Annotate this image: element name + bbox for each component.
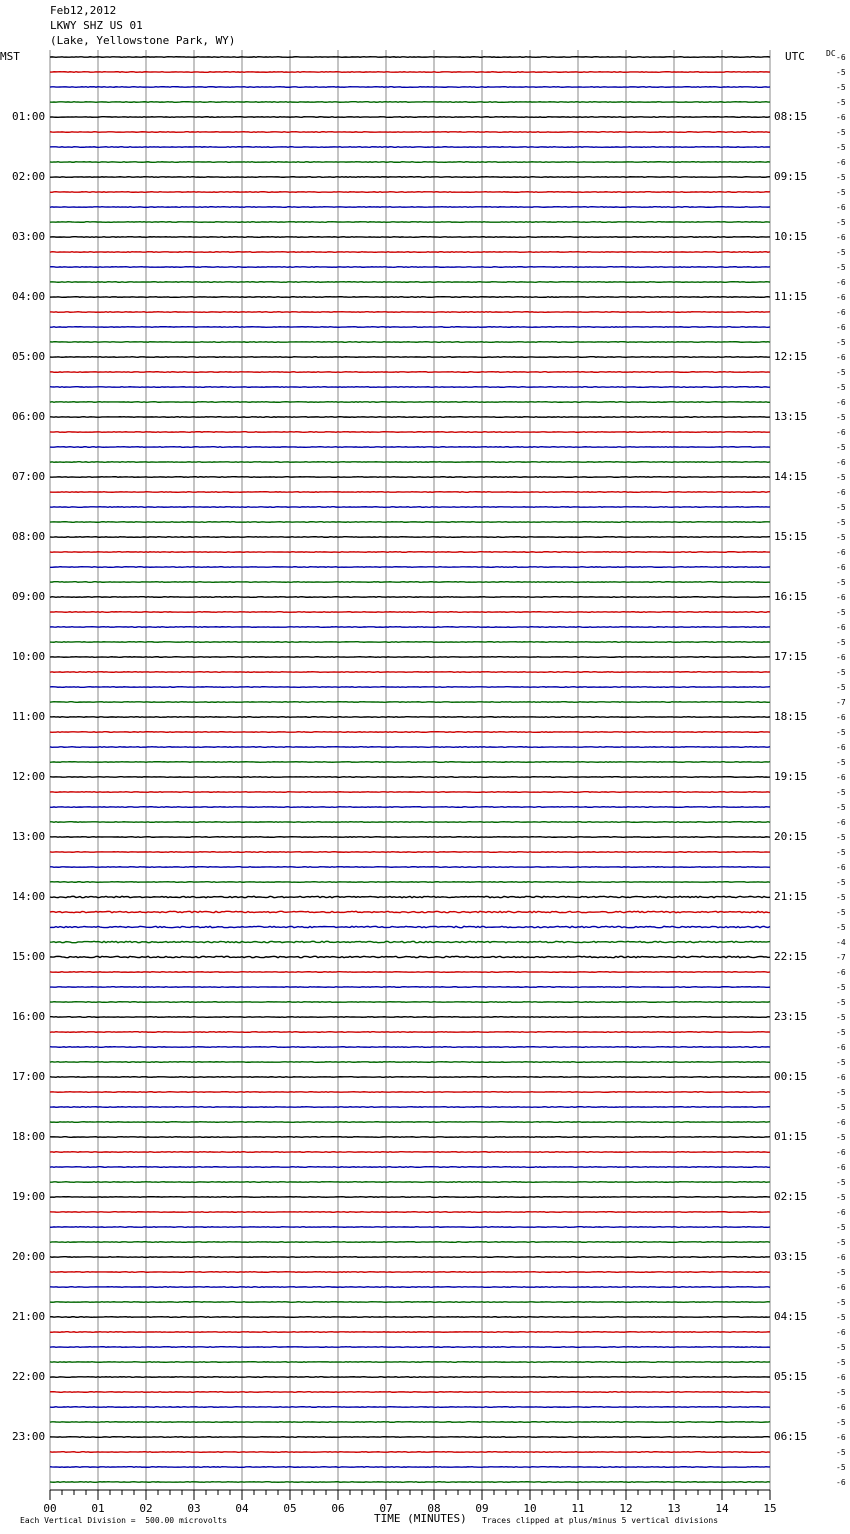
dc-offset-label: -6 (836, 653, 846, 662)
dc-offset-label: -6 (836, 1118, 846, 1127)
left-hour-label: 04:00 (12, 290, 46, 303)
dc-offset-label: -6 (836, 1283, 846, 1292)
trace-line (50, 762, 770, 763)
dc-offset-label: -5 (836, 608, 846, 617)
right-hour-label: 13:15 (774, 410, 808, 423)
dc-offset-label: -5 (836, 368, 846, 377)
right-hour-label: 18:15 (774, 710, 808, 723)
left-hour-label: 01:00 (12, 110, 46, 123)
x-tick-label: 15 (763, 1502, 777, 1515)
left-hour-label: 09:00 (12, 590, 46, 603)
right-hour-label: 11:15 (774, 290, 808, 303)
dc-offset-label: -5 (836, 248, 846, 257)
right-hour-label: 12:15 (774, 350, 808, 363)
trace-line (50, 192, 770, 193)
dc-offset-label: -5 (836, 728, 846, 737)
trace-line (50, 342, 770, 343)
trace-line (50, 1047, 770, 1048)
left-hour-label: 15:00 (12, 950, 46, 963)
trace-line (50, 267, 770, 268)
trace-line (50, 657, 770, 658)
trace-line (50, 1017, 770, 1018)
right-hour-label: 10:15 (774, 230, 808, 243)
dc-offset-label: -6 (836, 713, 846, 722)
dc-offset-label: -5 (836, 833, 846, 842)
dc-offset-label: -5 (836, 1358, 846, 1367)
left-hour-label: 12:00 (12, 770, 46, 783)
dc-offset-label: -5 (836, 1418, 846, 1427)
dc-offset-label: -6 (836, 593, 846, 602)
dc-offset-label: -5 (836, 188, 846, 197)
trace-line (50, 297, 770, 298)
trace-line (50, 402, 770, 403)
trace-line (50, 1332, 770, 1333)
dc-offset-label: -5 (836, 1238, 846, 1247)
right-hour-label: 20:15 (774, 830, 808, 843)
dc-offset-label: -5 (836, 1193, 846, 1202)
trace-line (50, 537, 770, 538)
x-tick-label: 02 (139, 1502, 153, 1515)
dc-offset-label: -6 (836, 1403, 846, 1412)
right-hour-label: 03:15 (774, 1250, 808, 1263)
header-date: Feb12,2012 (50, 4, 117, 17)
dc-offset-label: -6 (836, 458, 846, 467)
dc-offset-label: -5 (836, 638, 846, 647)
trace-line (50, 987, 770, 988)
trace-line (50, 852, 770, 853)
dc-offset-label: -6 (836, 293, 846, 302)
trace-lines (50, 57, 770, 1483)
x-tick-label: 10 (523, 1502, 537, 1515)
right-hour-label: 02:15 (774, 1190, 808, 1203)
dc-offset-label: -5 (836, 1088, 846, 1097)
dc-offset-label: -5 (836, 1388, 846, 1397)
dc-offset-label: -6 (836, 1433, 846, 1442)
dc-offset-label: -5 (836, 668, 846, 677)
trace-line (50, 447, 770, 448)
left-hour-label: 23:00 (12, 1430, 46, 1443)
dc-offset-label: -5 (836, 443, 846, 452)
dc-offset-label: -5 (836, 383, 846, 392)
trace-line (50, 612, 770, 613)
trace-line (50, 207, 770, 208)
trace-line (50, 1152, 770, 1153)
dc-offset-label: -6 (836, 623, 846, 632)
trace-line (50, 926, 770, 927)
left-hour-label: 05:00 (12, 350, 46, 363)
left-timezone-label: MST (0, 50, 20, 63)
dc-offset-label: -6 (836, 1148, 846, 1157)
dc-offset-label: -5 (836, 758, 846, 767)
trace-line (50, 1107, 770, 1108)
trace-line (50, 747, 770, 748)
left-hour-label: 16:00 (12, 1010, 46, 1023)
dc-offset-label: -5 (836, 1223, 846, 1232)
right-hour-label: 17:15 (774, 650, 808, 663)
trace-line (50, 87, 770, 88)
trace-line (50, 1077, 770, 1078)
dc-offset-label: -6 (836, 353, 846, 362)
trace-line (50, 717, 770, 718)
dc-offset-label: -5 (836, 1013, 846, 1022)
trace-line (50, 837, 770, 838)
left-hour-label: 13:00 (12, 830, 46, 843)
right-hour-label: 14:15 (774, 470, 808, 483)
trace-line (50, 222, 770, 223)
dc-offset-label: -6 (836, 278, 846, 287)
dc-offset-label: -5 (836, 908, 846, 917)
left-hour-label: 14:00 (12, 890, 46, 903)
clip-note: Traces clipped at plus/minus 5 vertical divisions (482, 1516, 719, 1525)
dc-offset-label: -6 (836, 398, 846, 407)
x-tick-label: 12 (619, 1502, 633, 1515)
trace-line (50, 1272, 770, 1273)
x-tick-label: 07 (379, 1502, 393, 1515)
trace-line (50, 1377, 770, 1378)
dc-offset-label: -5 (836, 1268, 846, 1277)
trace-line (50, 567, 770, 568)
left-hour-label: 22:00 (12, 1370, 46, 1383)
left-hour-label: 07:00 (12, 470, 46, 483)
trace-line (50, 522, 770, 523)
trace-line (50, 1167, 770, 1168)
dc-offset-label: -5 (836, 1103, 846, 1112)
trace-line (50, 1302, 770, 1303)
trace-line (50, 132, 770, 133)
dc-offset-label: -6 (836, 818, 846, 827)
dc-offset-label: -5 (836, 518, 846, 527)
dc-offset-label: -5 (836, 578, 846, 587)
dc-offset-label: -5 (836, 473, 846, 482)
trace-line (50, 582, 770, 583)
trace-line (50, 1257, 770, 1258)
dc-offset-label: -6 (836, 1163, 846, 1172)
dc-offset-label: -5 (836, 788, 846, 797)
trace-line (50, 1287, 770, 1288)
trace-line (50, 792, 770, 793)
trace-line (50, 867, 770, 868)
x-tick-label: 05 (283, 1502, 297, 1515)
left-hour-label: 10:00 (12, 650, 46, 663)
dc-offset-label: -5 (836, 803, 846, 812)
dc-offset-label: -4 (836, 938, 846, 947)
trace-line (50, 1437, 770, 1438)
trace-line (50, 1347, 770, 1348)
dc-offset-label: -6 (836, 1328, 846, 1337)
dc-offset-label: -5 (836, 98, 846, 107)
dc-offset-label: -6 (836, 1478, 846, 1487)
dc-offset-label: -5 (836, 848, 846, 857)
dc-offset-label: -6 (836, 743, 846, 752)
dc-offset-label: -5 (836, 1058, 846, 1067)
dc-offset-label: -6 (836, 323, 846, 332)
dc-offset-label: -5 (836, 68, 846, 77)
trace-line (50, 1362, 770, 1363)
dc-offset-label: -5 (836, 263, 846, 272)
trace-line (50, 1227, 770, 1228)
header-location: (Lake, Yellowstone Park, WY) (50, 34, 236, 47)
left-hour-label: 18:00 (12, 1130, 46, 1143)
dc-offset-label: -6 (836, 773, 846, 782)
dc-offset-label: -5 (836, 1298, 846, 1307)
trace-line (50, 117, 770, 118)
trace-line (50, 941, 770, 942)
trace-line (50, 102, 770, 103)
dc-offset-label: -6 (836, 863, 846, 872)
dc-offset-label: -5 (836, 683, 846, 692)
dc-offset-label: -6 (836, 563, 846, 572)
trace-line (50, 177, 770, 178)
left-hour-label: 20:00 (12, 1250, 46, 1263)
dc-offset-label: -6 (836, 428, 846, 437)
dc-offset-label: -5 (836, 1448, 846, 1457)
header-station: LKWY SHZ US 01 (50, 19, 143, 32)
x-tick-label: 04 (235, 1502, 249, 1515)
dc-offset-label: -5 (836, 173, 846, 182)
trace-line (50, 1467, 770, 1468)
trace-line (50, 147, 770, 148)
right-hour-label: 21:15 (774, 890, 808, 903)
dc-offset-label: -6 (836, 968, 846, 977)
trace-line (50, 237, 770, 238)
left-hour-label: 06:00 (12, 410, 46, 423)
dc-offset-label: -6 (836, 1373, 846, 1382)
dc-offset-label: -6 (836, 203, 846, 212)
trace-line (50, 1242, 770, 1243)
dc-offset-label: -6 (836, 158, 846, 167)
trace-line (50, 1422, 770, 1423)
right-hour-label: 06:15 (774, 1430, 808, 1443)
dc-offset-label: -6 (836, 113, 846, 122)
trace-line (50, 492, 770, 493)
trace-line (50, 896, 770, 897)
dc-offset-label: -5 (836, 83, 846, 92)
right-hour-label: 08:15 (774, 110, 808, 123)
dc-offset-label: -5 (836, 218, 846, 227)
dc-offset-label: -5 (836, 143, 846, 152)
dc-offset-label: -5 (836, 503, 846, 512)
trace-line (50, 642, 770, 643)
trace-line (50, 1122, 770, 1123)
left-hour-label: 02:00 (12, 170, 46, 183)
right-hour-label: 16:15 (774, 590, 808, 603)
dc-offset-label: -6 (836, 53, 846, 62)
trace-line (50, 1407, 770, 1408)
right-hour-label: 23:15 (774, 1010, 808, 1023)
trace-line (50, 956, 770, 957)
trace-line (50, 1452, 770, 1453)
trace-line (50, 1092, 770, 1093)
left-hour-label: 19:00 (12, 1190, 46, 1203)
x-tick-label: 13 (667, 1502, 681, 1515)
trace-line (50, 387, 770, 388)
trace-line (50, 1317, 770, 1318)
dc-offset-label: -5 (836, 128, 846, 137)
trace-line (50, 687, 770, 688)
x-axis-title: TIME (MINUTES) (374, 1512, 467, 1525)
dc-offset-label: -5 (836, 413, 846, 422)
dc-offset-label: -5 (836, 1463, 846, 1472)
x-tick-label: 09 (475, 1502, 489, 1515)
dc-offset-label: -5 (836, 893, 846, 902)
trace-line (50, 282, 770, 283)
trace-line (50, 822, 770, 823)
trace-line (50, 777, 770, 778)
trace-line (50, 327, 770, 328)
right-hour-label: 01:15 (774, 1130, 808, 1143)
trace-line (50, 1212, 770, 1213)
left-hour-label: 17:00 (12, 1070, 46, 1083)
dc-offset-label: -7 (836, 953, 846, 962)
trace-line (50, 552, 770, 553)
trace-line (50, 462, 770, 463)
right-hour-label: 09:15 (774, 170, 808, 183)
dc-offset-label: -5 (836, 878, 846, 887)
trace-line (50, 507, 770, 508)
dc-offset-label: -5 (836, 1133, 846, 1142)
trace-line (50, 477, 770, 478)
trace-line (50, 432, 770, 433)
x-tick-label: 01 (91, 1502, 105, 1515)
x-tick-label: 00 (43, 1502, 57, 1515)
left-hour-label: 21:00 (12, 1310, 46, 1323)
trace-line (50, 1482, 770, 1483)
right-hour-label: 22:15 (774, 950, 808, 963)
x-tick-label: 08 (427, 1502, 441, 1515)
trace-line (50, 627, 770, 628)
dc-offset-label: -6 (836, 1043, 846, 1052)
dc-offset-label: -5 (836, 1178, 846, 1187)
trace-line (50, 911, 770, 912)
right-hour-label: 05:15 (774, 1370, 808, 1383)
trace-line (50, 1197, 770, 1198)
dc-offset-label: -5 (836, 1313, 846, 1322)
trace-line (50, 372, 770, 373)
x-tick-label: 11 (571, 1502, 585, 1515)
dc-offset-label: -6 (836, 1073, 846, 1082)
dc-offset-label: -5 (836, 983, 846, 992)
dc-offset-label: -5 (836, 1028, 846, 1037)
trace-line (50, 1137, 770, 1138)
dc-offset-label: -5 (836, 338, 846, 347)
trace-line (50, 312, 770, 313)
trace-line (50, 1062, 770, 1063)
trace-line (50, 57, 770, 58)
trace-line (50, 672, 770, 673)
trace-line (50, 807, 770, 808)
trace-line (50, 72, 770, 73)
trace-line (50, 1032, 770, 1033)
x-tick-label: 14 (715, 1502, 729, 1515)
trace-line (50, 597, 770, 598)
dc-offset-label: -6 (836, 1253, 846, 1262)
x-tick-label: 06 (331, 1502, 345, 1515)
trace-line (50, 1002, 770, 1003)
trace-line (50, 882, 770, 883)
x-tick-label: 03 (187, 1502, 201, 1515)
trace-line (50, 1392, 770, 1393)
scale-note: Each Vertical Division = 500.00 microvolts (20, 1516, 228, 1525)
left-hour-label: 11:00 (12, 710, 46, 723)
dc-offset-label: -6 (836, 233, 846, 242)
right-hour-label: 15:15 (774, 530, 808, 543)
dc-offset-label: -5 (836, 998, 846, 1007)
trace-line (50, 1182, 770, 1183)
trace-line (50, 972, 770, 973)
right-hour-label: 00:15 (774, 1070, 808, 1083)
dc-offset-label: -6 (836, 548, 846, 557)
dc-offset-label: -7 (836, 698, 846, 707)
dc-offset-label: -6 (836, 308, 846, 317)
trace-line (50, 357, 770, 358)
left-hour-label: 08:00 (12, 530, 46, 543)
dc-offset-label: -6 (836, 1208, 846, 1217)
right-hour-label: 19:15 (774, 770, 808, 783)
dc-label: DC (826, 49, 836, 58)
dc-offset-label: -5 (836, 1343, 846, 1352)
left-hour-label: 03:00 (12, 230, 46, 243)
trace-line (50, 252, 770, 253)
dc-offset-label: -6 (836, 488, 846, 497)
trace-line (50, 702, 770, 703)
dc-offset-label: -5 (836, 533, 846, 542)
trace-line (50, 162, 770, 163)
trace-line (50, 417, 770, 418)
dc-offset-label: -5 (836, 923, 846, 932)
right-hour-label: 04:15 (774, 1310, 808, 1323)
trace-line (50, 732, 770, 733)
right-timezone-label: UTC (785, 50, 805, 63)
